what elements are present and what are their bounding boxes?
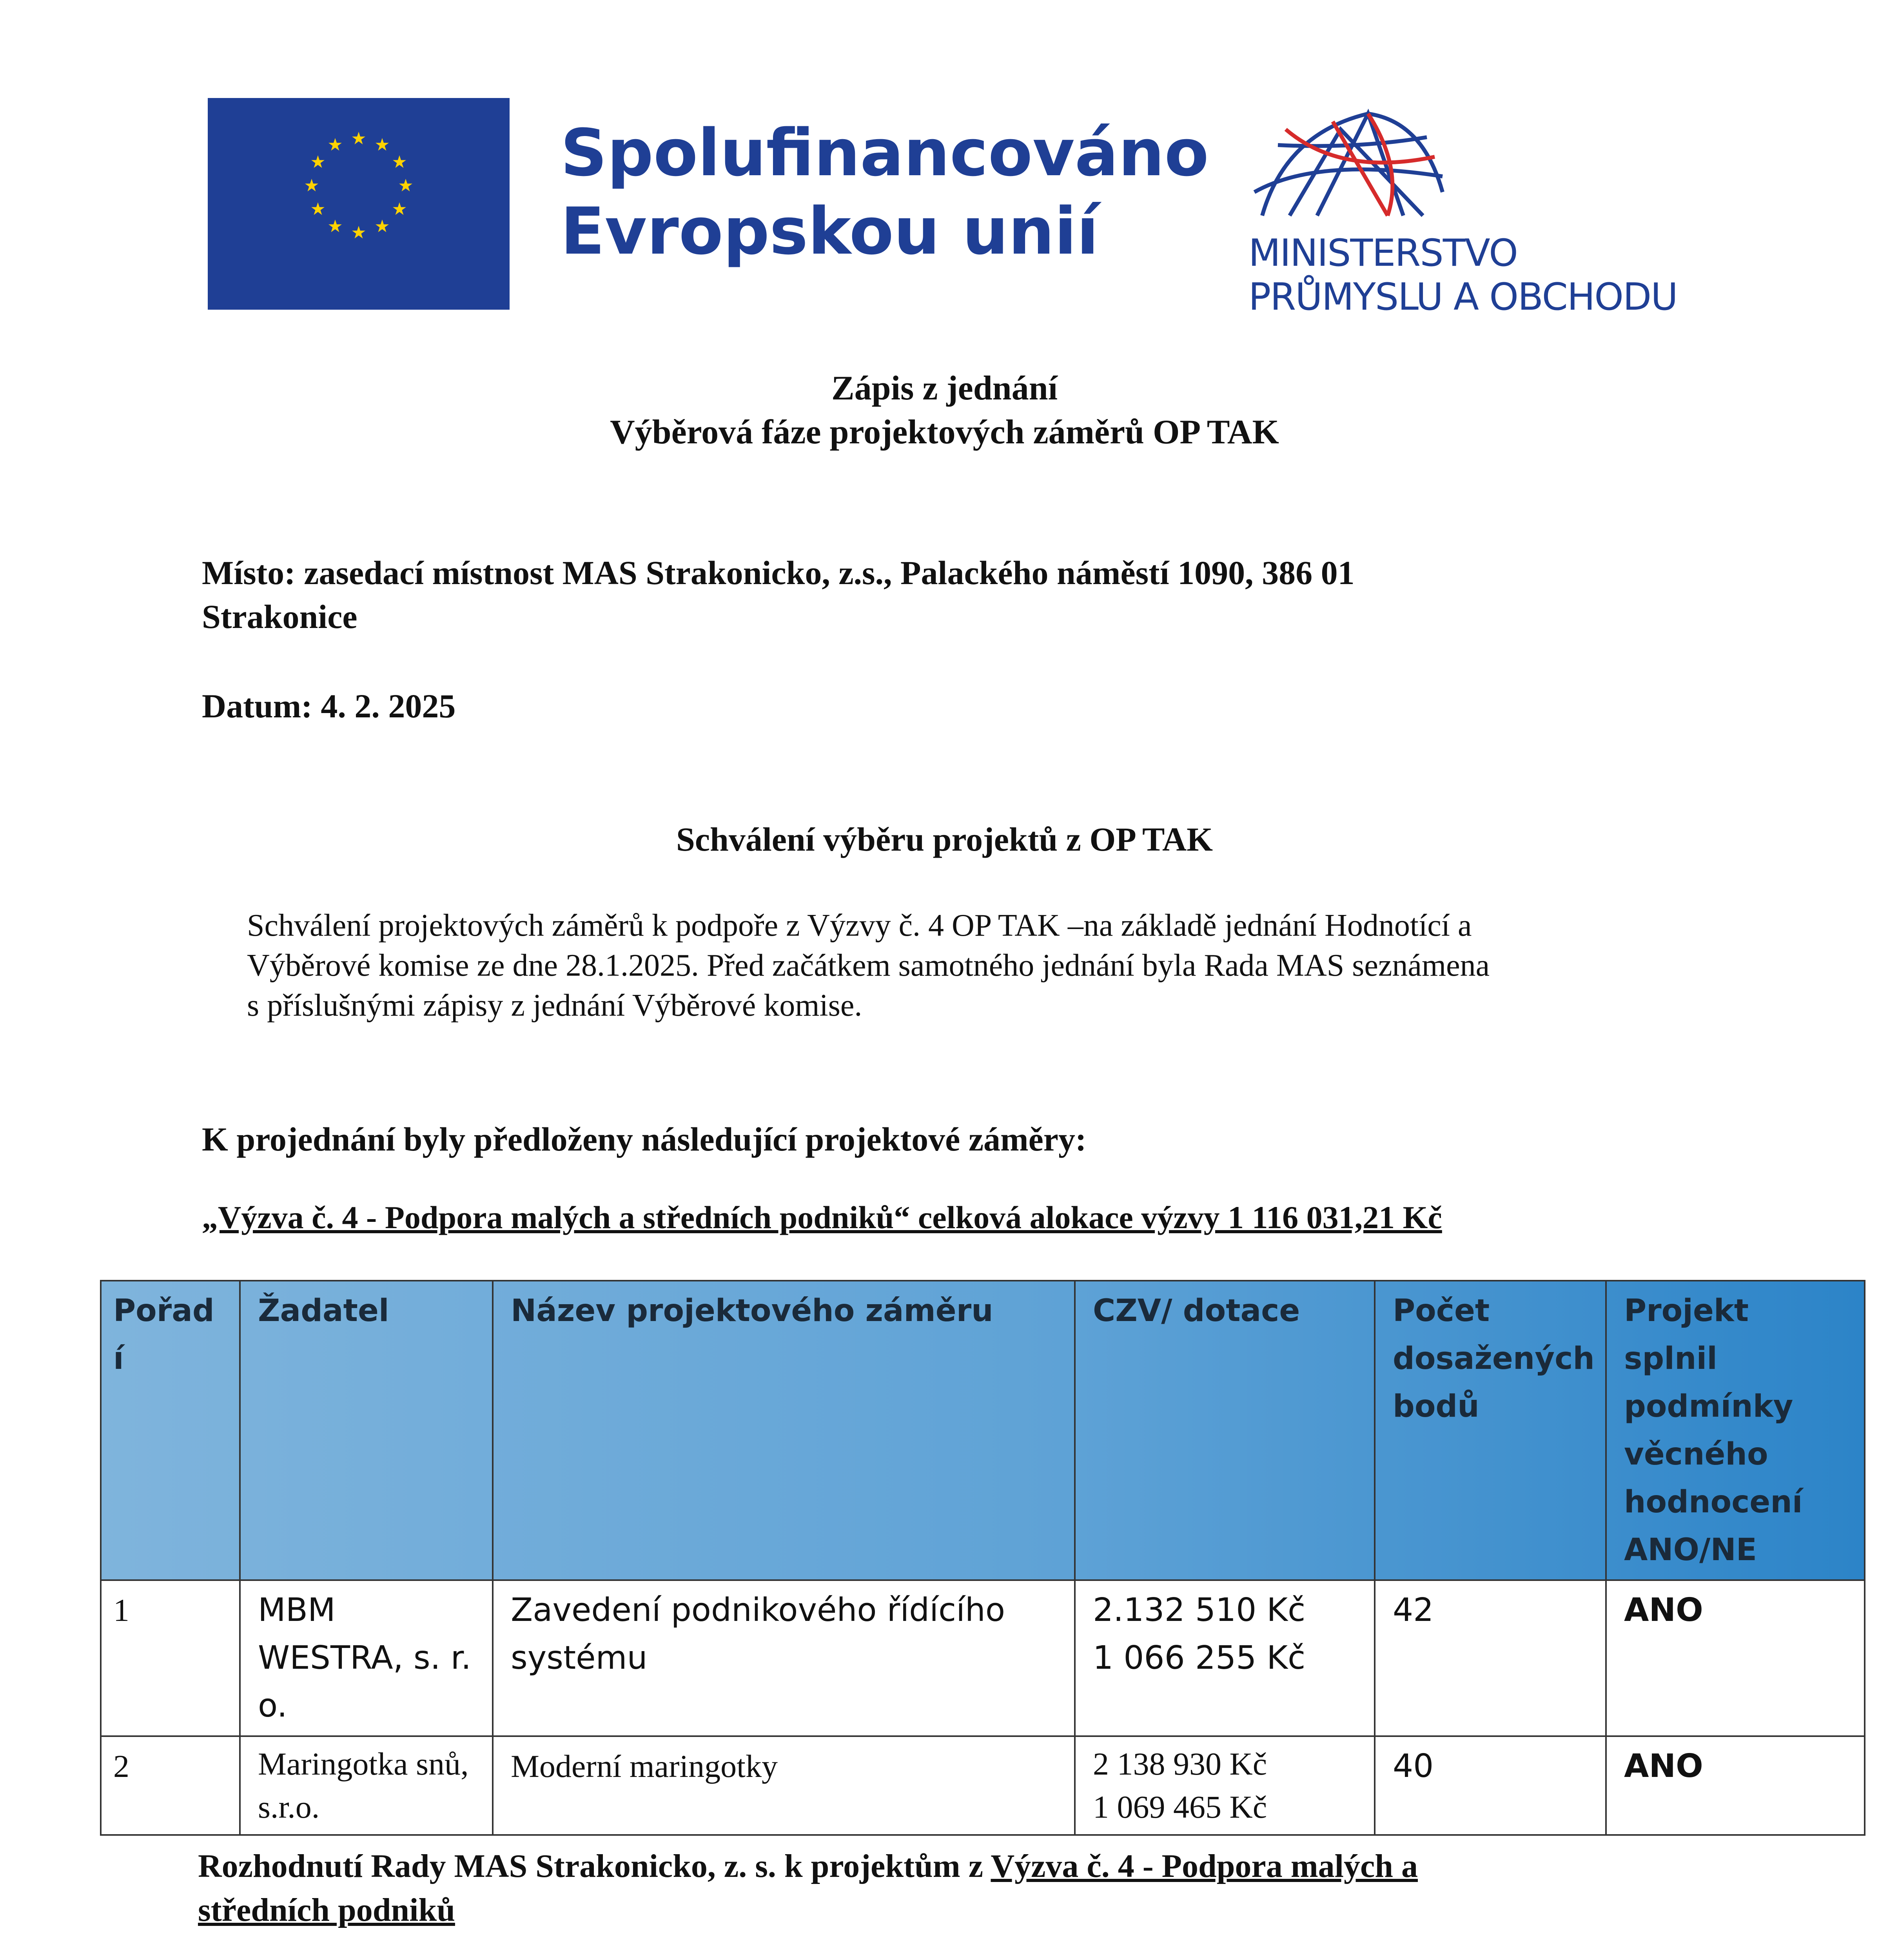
title-line2: Výběrová fáze projektových záměrů OP TAK [610,413,1279,451]
section-title: Schválení výběru projektů z OP TAK [676,820,1213,858]
svg-text:★: ★ [327,135,343,155]
col-result-header: Projekt splnil podmínky věcného hodnocení ANO/NE [1606,1281,1865,1580]
col-applicant-header: Žadatel [240,1281,493,1580]
meeting-place [202,551,1355,639]
eu-text-line1: Spolufinancováno [561,115,1209,191]
call-heading [202,1196,1442,1240]
row-applicant: Maringotka snů, s.r.o. [240,1736,493,1835]
svg-text:★: ★ [304,176,319,196]
row-points: 40 [1375,1736,1606,1835]
col-points-header: Počet dosažených bodů [1375,1281,1606,1580]
svg-text:★: ★ [351,129,367,149]
row-czv-value: 2.132 510 Kč [1093,1592,1306,1629]
svg-text:★: ★ [327,216,343,236]
svg-text:★: ★ [398,176,414,196]
svg-text:★: ★ [374,216,390,236]
intro-line2: Výběrové komise ze dne 28.1.2025. Před začátkem samotného jednání byla Rada MAS seznámena [247,948,1490,983]
document-title [0,367,1889,454]
eu-text-line2: Evropskou unií [561,194,1099,269]
projects-table [100,1280,1865,1836]
eu-cofinanced-text [561,114,1209,270]
ministry-text [1248,231,1677,319]
row-czv [1075,1736,1375,1835]
svg-text:★: ★ [392,199,407,219]
row-result: ANO [1606,1580,1865,1736]
col-order-header: Pořad í [101,1281,240,1580]
row-dotace-value: 1 066 255 Kč [1093,1639,1306,1677]
intro-line3: s příslušnými zápisy z jednání Výběrové komise. [247,988,862,1023]
decision-heading [198,1844,1418,1932]
row-project-name: Moderní maringotky [493,1736,1075,1835]
row-order: 1 [101,1580,240,1736]
table-row [101,1736,1865,1835]
col-project-name-header: Název projektového záměru [493,1281,1075,1580]
meeting-date: Datum: 4. 2. 2025 [202,687,456,725]
row-czv-value: 2 138 930 Kč [1093,1746,1267,1782]
row-result: ANO [1606,1736,1865,1835]
decision-call-part2: středních podniků [198,1892,455,1928]
row-order: 2 [101,1736,240,1835]
ministry-globe-icon [1239,98,1458,227]
row-dotace-value: 1 069 465 Kč [1093,1789,1267,1825]
svg-text:★: ★ [374,135,390,155]
svg-text:★: ★ [351,223,367,243]
row-points: 42 [1375,1580,1606,1736]
ministry-line1: MINISTERSTVO [1248,232,1517,275]
eu-stars-icon [208,98,510,310]
submitted-heading: K projednání byly předloženy následující projektové záměry: [202,1120,1087,1158]
place-line2: Strakonice [202,598,357,635]
row-applicant: MBM WESTRA, s. r. o. [240,1580,493,1736]
decision-call-part1: Výzva č. 4 - Podpora malých a [991,1848,1418,1884]
place-line1: Místo: zasedací místnost MAS Strakonicko, z.s., Palackého náměstí 1090, 386 01 [202,554,1355,592]
table-header-row [101,1281,1865,1580]
row-project-name: Zavedení podnikového řídícího systému [493,1580,1075,1736]
table-row [101,1580,1865,1736]
svg-text:★: ★ [310,152,326,172]
decision-heading-prefix: Rozhodnutí Rady MAS Strakonicko, z. s. k projektům z [198,1848,991,1884]
ministry-line2: PRŮMYSLU A OBCHODU [1248,276,1677,319]
call-heading-text: „Výzva č. 4 - Podpora malých a středních podniků“ celková alokace výzvy 1 116 031,21 Kč [202,1200,1442,1235]
title-line1: Zápis z jednání [831,369,1058,407]
row-czv [1075,1580,1375,1736]
intro-line1: Schválení projektových záměrů k podpoře z Výzvy č. 4 OP TAK –na základě jednání Hodnotící a [247,908,1472,943]
col-czv-header: CZV/ dotace [1075,1281,1375,1580]
svg-text:★: ★ [310,199,326,219]
eu-flag-logo [208,98,510,310]
svg-text:★: ★ [392,152,407,172]
intro-paragraph [247,906,1490,1025]
